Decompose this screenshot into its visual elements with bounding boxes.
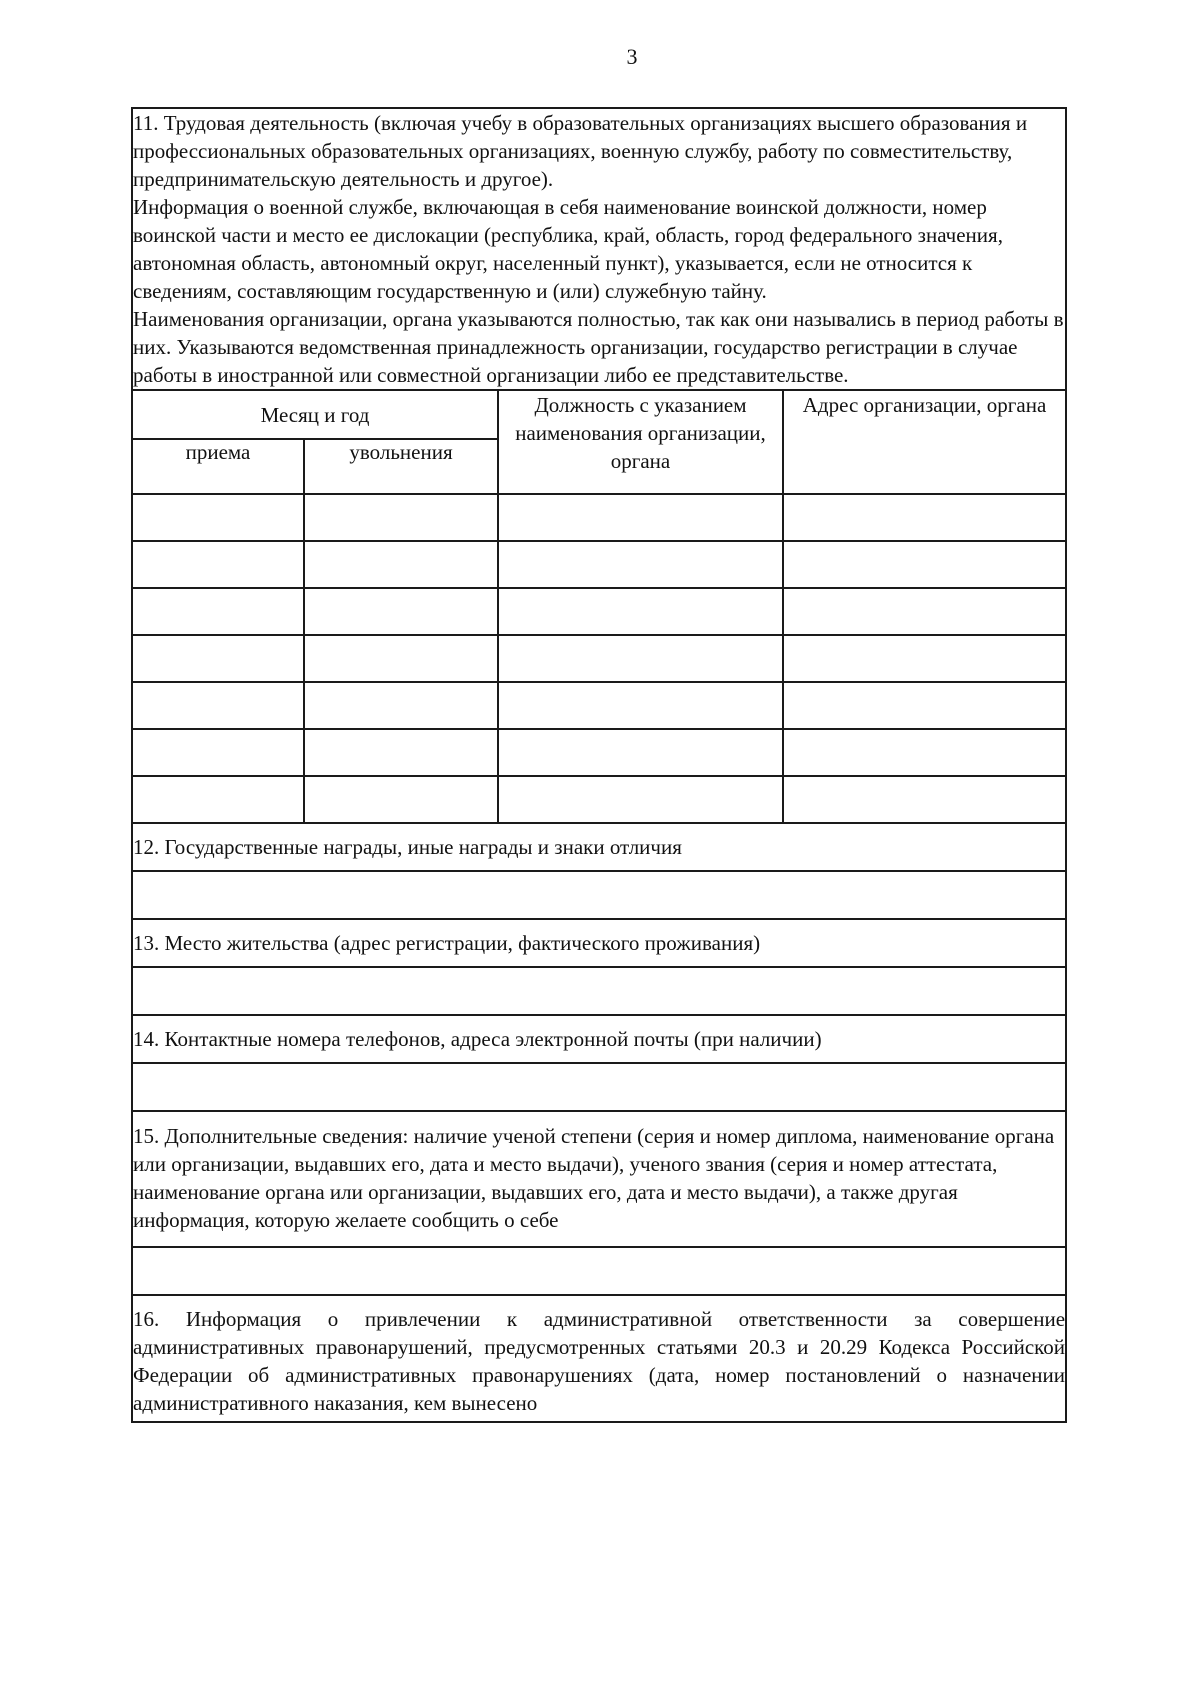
address-cell[interactable] xyxy=(783,635,1066,682)
section-11-paragraph: Информация о военной службе, включающая в себя наименование воинской должности, номер воинской части и место ее дислокации (республика, край, область, город федерального значения, автономная область, автономный округ, населенный пункт), указывается, если не относится к сведениям, составляющим государственную и (или) служебную тайну. xyxy=(133,195,1003,303)
section-11-paragraph: Наименования организации, органа указываются полностью, так как они назывались в период работы в них. Указываются ведомственная принадлежность организации, государство регистрации в случае работы в иностранной или совместной организации либо ее представительстве. xyxy=(133,307,1064,387)
table-row xyxy=(132,635,1066,682)
position-cell[interactable] xyxy=(498,635,783,682)
section-13-answer-row xyxy=(132,967,1066,1015)
hire-date-cell[interactable] xyxy=(132,494,304,541)
section-15-answer-field[interactable] xyxy=(132,1247,1066,1295)
position-header: Должность с указанием наименования организации, органа xyxy=(498,390,783,494)
form-table xyxy=(131,107,1067,1423)
section-16-header xyxy=(132,1295,1066,1422)
section-14-answer-row xyxy=(132,1063,1066,1111)
section-13-answer-field[interactable] xyxy=(132,967,1066,1015)
hire-date-cell[interactable] xyxy=(132,682,304,729)
dismissal-header: увольнения xyxy=(304,439,498,494)
section-11-header xyxy=(132,108,1066,390)
section-13-title: 13. Место жительства (адрес регистрации, фактического проживания) xyxy=(132,919,1066,967)
dismissal-date-cell[interactable] xyxy=(304,494,498,541)
address-header: Адрес организации, органа xyxy=(783,390,1066,494)
position-cell[interactable] xyxy=(498,776,783,823)
table-row xyxy=(132,541,1066,588)
address-cell[interactable] xyxy=(783,682,1066,729)
table-row xyxy=(132,682,1066,729)
position-cell[interactable] xyxy=(498,682,783,729)
dismissal-date-cell[interactable] xyxy=(304,541,498,588)
section-12-answer-field[interactable] xyxy=(132,871,1066,919)
address-cell[interactable] xyxy=(783,541,1066,588)
hire-date-cell[interactable] xyxy=(132,776,304,823)
address-cell[interactable] xyxy=(783,729,1066,776)
table-row xyxy=(132,776,1066,823)
hire-date-cell[interactable] xyxy=(132,588,304,635)
section-12-header xyxy=(132,823,1066,871)
position-cell[interactable] xyxy=(498,729,783,776)
table-row xyxy=(132,588,1066,635)
section-15-title: 15. Дополнительные сведения: наличие ученой степени (серия и номер диплома, наименование органа или организации, выдавших его, дата и место выдачи), ученого звания (серия и номер аттестата, наименование органа или организации, выдавших его, дата и место выдачи), а также другая информация, которую желаете сообщить о себе xyxy=(132,1111,1066,1247)
section-16-title: 16. Информация о привлечении к административной ответственности за совершение административных правонарушений, предусмотренных статьями 20.3 и 20.29 Кодекса Российской Федерации об административных правонарушениях (дата, номер постановлений о назначении административного наказания, кем вынесено xyxy=(132,1295,1066,1422)
section-12-title: 12. Государственные награды, иные награды и знаки отличия xyxy=(132,823,1066,871)
section-15-header xyxy=(132,1111,1066,1247)
dismissal-date-cell[interactable] xyxy=(304,729,498,776)
section-12-answer-row xyxy=(132,871,1066,919)
employment-table-header-row xyxy=(132,390,1066,439)
section-11-paragraph: 11. Трудовая деятельность (включая учебу в образовательных организациях высшего образования и профессиональных образовательных организациях, военную службу, работу по совместительству, предпринимательскую деятельность и другое). xyxy=(133,111,1028,191)
hire-header: приема xyxy=(132,439,304,494)
hire-date-cell[interactable] xyxy=(132,635,304,682)
dismissal-date-cell[interactable] xyxy=(304,682,498,729)
hire-date-cell[interactable] xyxy=(132,729,304,776)
section-14-answer-field[interactable] xyxy=(132,1063,1066,1111)
dismissal-date-cell[interactable] xyxy=(304,776,498,823)
hire-date-cell[interactable] xyxy=(132,541,304,588)
address-cell[interactable] xyxy=(783,588,1066,635)
section-15-answer-row xyxy=(132,1247,1066,1295)
table-row xyxy=(132,729,1066,776)
section-14-title: 14. Контактные номера телефонов, адреса электронной почты (при наличии) xyxy=(132,1015,1066,1063)
questionnaire-form xyxy=(131,107,1065,1423)
table-row xyxy=(132,494,1066,541)
position-cell[interactable] xyxy=(498,541,783,588)
section-11-text xyxy=(132,108,1066,390)
position-cell[interactable] xyxy=(498,494,783,541)
address-cell[interactable] xyxy=(783,494,1066,541)
month-year-header: Месяц и год xyxy=(132,390,498,439)
dismissal-date-cell[interactable] xyxy=(304,635,498,682)
page-number: 3 xyxy=(626,44,638,69)
address-cell[interactable] xyxy=(783,776,1066,823)
section-13-header xyxy=(132,919,1066,967)
dismissal-date-cell[interactable] xyxy=(304,588,498,635)
position-cell[interactable] xyxy=(498,588,783,635)
section-14-header xyxy=(132,1015,1066,1063)
